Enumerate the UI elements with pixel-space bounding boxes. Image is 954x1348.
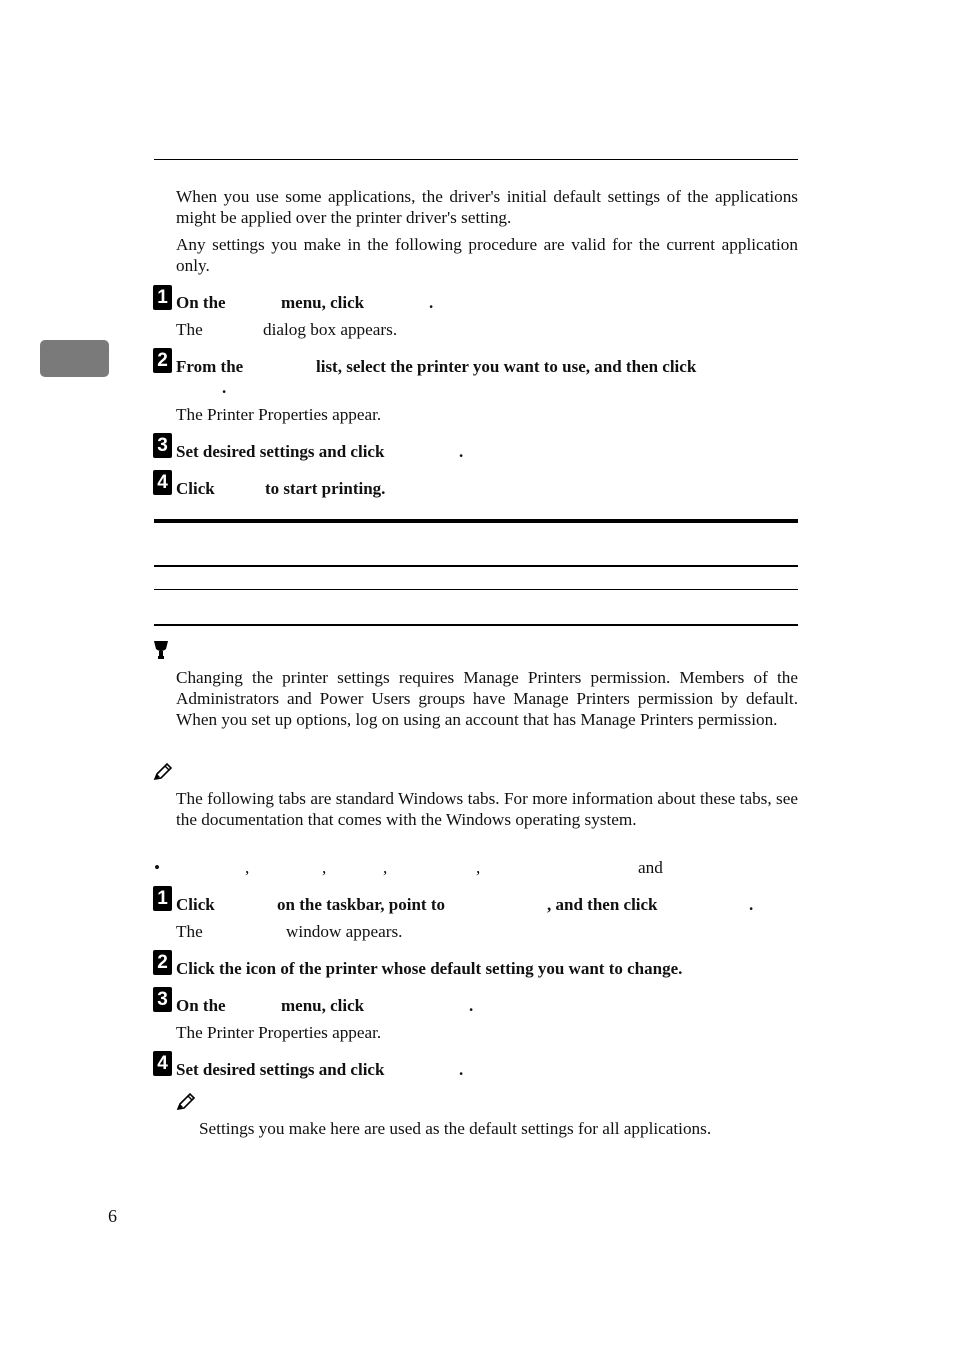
- step-3-result: The Printer Properties appear.: [176, 1023, 382, 1042]
- step-number: 1: [153, 886, 172, 911]
- step-number: 4: [153, 470, 172, 495]
- step-number: 4: [153, 1051, 172, 1076]
- step-number: 1: [153, 285, 172, 310]
- chapter-tab: [40, 340, 109, 377]
- pencil-note-icon: [153, 763, 173, 786]
- important-text: Changing the printer settings requires Manage Printers permission. Members of the Administrators and Power Users groups have Manage Printers permission by default. When you set up options, log on using an account that has Manage Printers permission.: [176, 668, 798, 729]
- page-number: 6: [108, 1206, 117, 1226]
- subsection-rule: [154, 565, 798, 567]
- important-icon: [153, 640, 169, 665]
- top-rule: [154, 159, 798, 160]
- step-number: 2: [153, 950, 172, 975]
- step-number: 2: [153, 348, 172, 373]
- step-number: 3: [153, 987, 172, 1012]
- subsection-rule: [154, 589, 798, 590]
- pencil-note-icon: [176, 1093, 196, 1116]
- note-text: Settings you make here are used as the default settings for all applications.: [199, 1119, 712, 1138]
- note-text: The following tabs are standard Windows tabs. For more information about these tabs, see the documentation that comes with the Windows operating system.: [176, 789, 798, 829]
- step-number: 3: [153, 433, 172, 458]
- section-rule-thick: [154, 519, 798, 523]
- intro-paragraph-1: When you use some applications, the driver's initial default settings of the applications might be applied over the printer driver's setting.: [176, 187, 798, 227]
- intro-paragraph-2: Any settings you make in the following procedure are valid for the current application only.: [176, 235, 798, 275]
- subsection-rule-bottom: [154, 624, 798, 626]
- step-2-instruction: Click the icon of the printer whose default setting you want to change.: [176, 959, 683, 978]
- step-2-result: The Printer Properties appear.: [176, 405, 382, 424]
